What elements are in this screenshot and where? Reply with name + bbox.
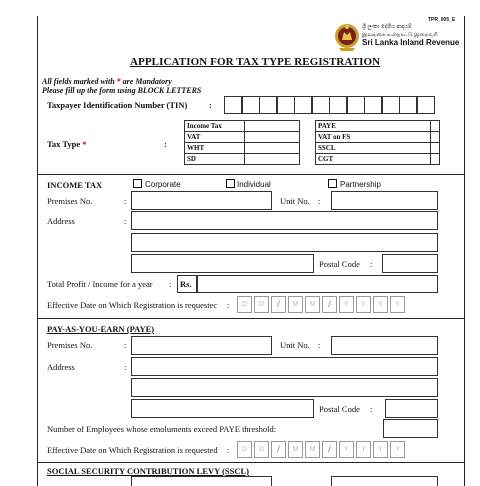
tin-digit-box[interactable] <box>347 96 365 114</box>
paye-unit-label: Unit No. <box>280 340 310 350</box>
block-letters-note: Please fill up the form using BLOCK LETTERS <box>42 86 202 95</box>
sscl-unit-input[interactable] <box>331 476 438 486</box>
tax-type-option-label: Income Tax <box>184 120 245 132</box>
it-address-line2[interactable] <box>131 233 438 252</box>
date-digit-box[interactable]: Y <box>339 296 354 313</box>
it-postal-label: Postal Code <box>319 259 360 269</box>
paye-address-label: Address <box>47 362 75 372</box>
paye-address-colon: : <box>124 362 127 372</box>
tax-type-checkbox[interactable] <box>430 153 440 165</box>
paye-premises-colon: : <box>124 340 127 350</box>
currency-label: Rs. <box>177 275 197 293</box>
paye-postal-label: Postal Code <box>319 404 360 414</box>
sri-lanka-emblem-icon <box>334 22 360 52</box>
tin-digit-box[interactable] <box>277 96 295 114</box>
it-address-line1[interactable] <box>131 211 438 230</box>
sscl-heading: SOCIAL SECURITY CONTRIBUTION LEVY (SSCL) <box>47 466 249 476</box>
date-digit-box[interactable]: D <box>237 296 252 313</box>
page-title: APPLICATION FOR TAX TYPE REGISTRATION <box>130 56 381 68</box>
it-address-line3[interactable] <box>131 254 314 273</box>
tax-type-label: Tax Type * <box>47 139 87 149</box>
tax-type-option-label: WHT <box>184 142 245 154</box>
date-separator: / <box>271 296 286 313</box>
tin-digit-box[interactable] <box>242 96 260 114</box>
date-digit-box[interactable]: M <box>305 441 320 458</box>
partnership-checkbox[interactable] <box>328 179 337 188</box>
date-digit-box[interactable]: D <box>254 296 269 313</box>
section-divider <box>37 462 465 463</box>
paye-postal-colon: : <box>370 404 373 414</box>
paye-effective-label: Effective Date on Which Registration is requested <box>47 445 218 455</box>
logo-line-sinhala: ශ්‍රී ලංකා දේශීය ආදායම් <box>362 24 412 30</box>
logo-line-tamil: இலங்கை உள்நாட்டு இறைவரி <box>362 32 438 38</box>
it-premises-label: Premises No. <box>47 196 93 206</box>
employees-label: Number of Employees whose emoluments exceed PAYE threshold: <box>47 424 277 434</box>
department-logo-text <box>362 23 459 47</box>
sscl-premises-input[interactable] <box>131 476 272 486</box>
profit-input[interactable] <box>197 275 438 293</box>
instructions <box>42 77 201 95</box>
date-separator: / <box>271 441 286 458</box>
it-premises-colon: : <box>124 196 127 206</box>
tax-type-option-label: VAT on FS <box>315 131 431 143</box>
income-tax-heading: INCOME TAX <box>47 180 103 190</box>
it-unit-input[interactable] <box>331 191 438 210</box>
tin-digit-box[interactable] <box>224 96 242 114</box>
date-digit-box[interactable]: D <box>254 441 269 458</box>
it-address-colon: : <box>124 216 127 226</box>
section-divider <box>37 318 465 319</box>
date-digit-box[interactable]: Y <box>373 296 388 313</box>
it-effective-label: Effective Date on Which Registration is requestec <box>47 300 218 310</box>
date-digit-box[interactable]: M <box>288 441 303 458</box>
date-digit-box[interactable]: M <box>288 296 303 313</box>
paye-premises-label: Premises No. <box>47 340 93 350</box>
date-digit-box[interactable]: Y <box>390 441 405 458</box>
it-address-label: Address <box>47 216 75 226</box>
section-divider <box>37 174 465 175</box>
date-digit-box[interactable]: Y <box>390 296 405 313</box>
it-postal-colon: : <box>370 259 373 269</box>
tin-digit-box[interactable] <box>364 96 382 114</box>
tax-type-option-label: VAT <box>184 131 245 143</box>
individual-checkbox[interactable] <box>226 179 235 188</box>
date-digit-box[interactable]: D <box>237 441 252 458</box>
mandatory-note: All fields marked with * are Mandatory <box>42 77 172 86</box>
it-premises-input[interactable] <box>131 191 272 210</box>
logo-line-english: Sri Lanka Inland Revenue <box>362 38 460 47</box>
date-digit-box[interactable]: Y <box>373 441 388 458</box>
tin-digit-box[interactable] <box>417 96 435 114</box>
tin-digit-box[interactable] <box>329 96 347 114</box>
tax-type-option-label: SD <box>184 153 245 165</box>
paye-postal-input[interactable] <box>385 399 438 418</box>
tin-colon: : <box>209 100 212 110</box>
paye-effective-colon: : <box>227 445 230 455</box>
tax-type-option-label: PAYE <box>315 120 431 132</box>
tax-type-option-label: CGT <box>315 153 431 165</box>
corporate-checkbox[interactable] <box>133 179 142 188</box>
it-effective-colon: : <box>227 300 230 310</box>
date-digit-box[interactable]: Y <box>339 441 354 458</box>
partnership-label: Partnership <box>340 180 381 189</box>
date-digit-box[interactable]: Y <box>356 441 371 458</box>
tin-digit-box[interactable] <box>399 96 417 114</box>
it-unit-colon: : <box>318 196 321 206</box>
profit-label: Total Profit / Income for a year <box>47 279 153 289</box>
date-digit-box[interactable]: M <box>305 296 320 313</box>
tin-digit-box[interactable] <box>382 96 400 114</box>
tin-digit-box[interactable] <box>259 96 277 114</box>
tax-type-option-label: SSCL <box>315 142 431 154</box>
tax-type-checkbox[interactable] <box>244 153 300 165</box>
paye-unit-input[interactable] <box>331 336 438 355</box>
paye-address-line1[interactable] <box>131 357 438 376</box>
tax-type-colon: : <box>164 139 167 149</box>
tin-digit-box[interactable] <box>312 96 330 114</box>
employees-input[interactable] <box>383 419 438 438</box>
date-separator: / <box>322 296 337 313</box>
paye-unit-colon: : <box>318 340 321 350</box>
corporate-label: Corporate <box>145 180 181 189</box>
form-code: TPR_005_E <box>428 17 456 23</box>
date-digit-box[interactable]: Y <box>356 296 371 313</box>
it-postal-input[interactable] <box>382 254 438 273</box>
individual-label: Individual <box>237 180 271 189</box>
profit-colon: : <box>169 279 172 289</box>
it-unit-label: Unit No. <box>280 196 310 206</box>
paye-heading: PAY-AS-YOU-EARN (PAYE) <box>47 324 155 334</box>
paye-address-line2[interactable] <box>131 378 438 397</box>
paye-premises-input[interactable] <box>131 336 272 355</box>
tin-digit-box[interactable] <box>294 96 312 114</box>
paye-address-line3[interactable] <box>131 399 314 418</box>
date-separator: / <box>322 441 337 458</box>
tin-label: Taxpayer Identification Number (TIN) <box>47 100 188 110</box>
